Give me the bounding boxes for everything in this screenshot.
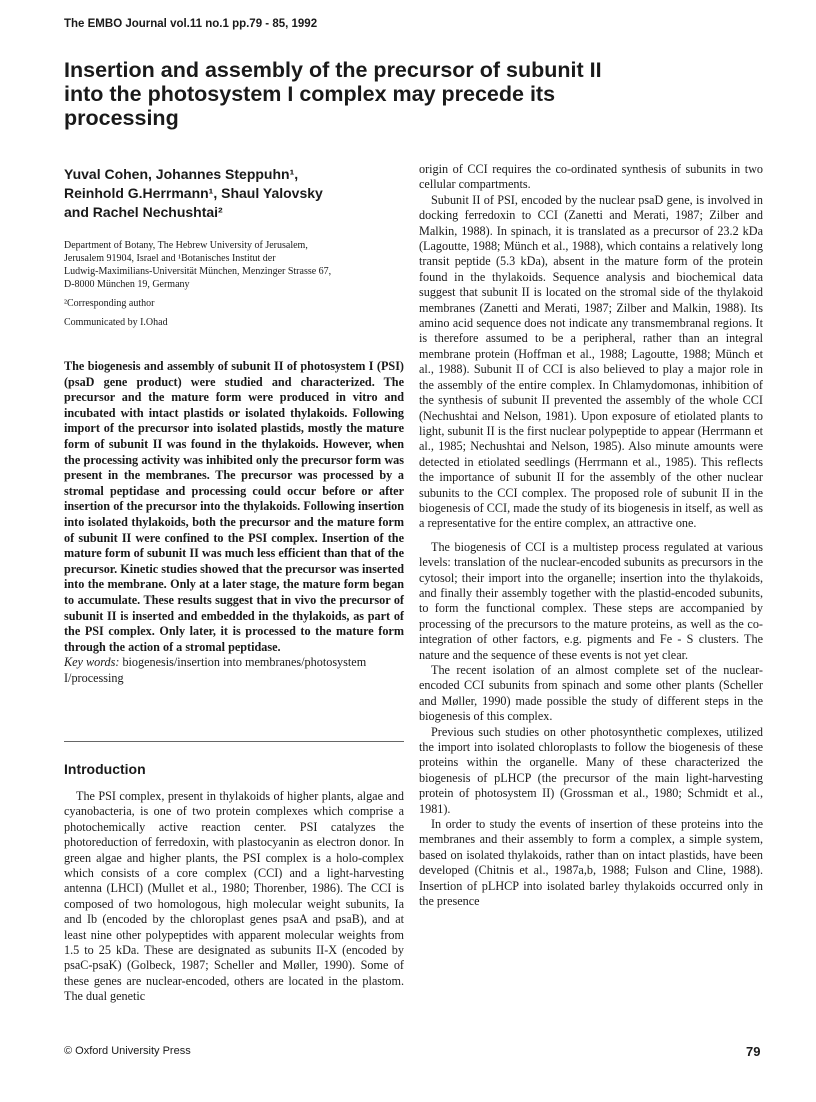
- intro-text: [64, 789, 404, 1005]
- keywords-label: Key words:: [64, 655, 120, 670]
- keywords-text: biogenesis/insertion into membranes/photosystem I/processing: [64, 655, 367, 685]
- author-line: Yuval Cohen, Johannes Steppuhn¹,: [64, 166, 299, 182]
- author-line: Reinhold G.Herrmann¹, Shaul Yalovsky: [64, 185, 323, 201]
- affiliation-line: Ludwig-Maximilians-Universität München, Menzinger Strasse 67,: [64, 266, 332, 277]
- keywords: [64, 655, 404, 686]
- title-line: into the photosystem I complex may precede its: [64, 82, 556, 106]
- right-column: [419, 162, 763, 910]
- page-number: 79: [746, 1044, 761, 1059]
- title-line: processing: [64, 106, 179, 130]
- affiliation-line: D-8000 München 19, Germany: [64, 279, 190, 290]
- communicated-by: Communicated by I.Ohad: [64, 317, 168, 328]
- journal-header: The EMBO Journal vol.11 no.1 pp.79 - 85, 1992: [64, 18, 318, 30]
- title-line: Insertion and assembly of the precursor of subunit II: [64, 58, 602, 82]
- affiliation-line: Jerusalem 91904, Israel and ¹Botanisches Institut der: [64, 253, 276, 264]
- intro-heading: Introduction: [64, 761, 146, 777]
- abstract: The biogenesis and assembly of subunit II of photosystem I (PSI) (psaD gene product) were studied and characterized. The precursor and the mature form were produced in vitro and incubated with intact plastids or isolated thylakoids. Following import of the precursor into isolated plastids, mostly the mature form of subunit II was found in the thylakoids. However, when the processing activity was inhibited only the precursor form was present in the membranes. The precursor was processed by a stromal peptidase and processing could occur before or after insertion of the precursor into the thylakoids. Following insertion into isolated thylakoids, both the precursor and the mature form of subunit II were confined to the PSI complex. Insertion of the mature form of subunit II was much less efficient than that of the precursor. Kinetic studies showed that the precursor was inserted into the membrane. Only at a later stage, the mature form began to accumulate. These results suggest that in vivo the precursor of subunit II is inserted and embedded in the thylakoids, as part of the PSI complex. Only later, it is processed to the mature form through the action of a stromal peptidase.: [64, 359, 404, 654]
- authors: [64, 165, 404, 222]
- intro-paragraph: The PSI complex, present in thylakoids of higher plants, algae and cyanobacteria, is one of two protein complexes which comprise a photochemically active reaction center. PSI catalyzes the photoreduction of ferredoxin, with plastocyanin as electron donor. In green algae and higher plants, the PSI complex is a holo-complex which consists of a core complex (CCI) and a light-harvesting antenna (LHCI) (Mullet et al., 1980; Thorenber, 1986). The CCI is composed of two homologous, high molecular weight subunits, Ia and Ib (encoded by the chloroplast genes psaA and psaB), and at least nine other polypeptides with apparent molecular weights from 1.5 to 25 kDa. These are designated as subunits II-X (encoded by psaC-psaK) (Golbeck, 1987; Scheller and Møller, 1990). Some of these genes are nuclear-encoded, others are located in the plastom. The dual genetic: [64, 789, 404, 1004]
- paragraph: The biogenesis of CCI is a multistep process regulated at various levels: translation of the nuclear-encoded subunits as precursors in the cytosol; their import into the organelle; insertion into the thylakoids, and finally their assembly together with the plastid-encoded subunits, to form the functional complex. These steps are accompanied by processing of the precursors to the mature proteins, as well as the co-integration of other factors, e.g. pigments and Fe - S clusters. The nature and the sequence of these events is not yet clear.: [419, 539, 763, 662]
- corresponding-author: ²Corresponding author: [64, 298, 155, 309]
- affiliation-line: Department of Botany, The Hebrew University of Jerusalem,: [64, 240, 308, 251]
- author-line: and Rachel Nechushtai²: [64, 204, 223, 220]
- section-divider: [64, 741, 404, 742]
- paragraph: In order to study the events of insertion of these proteins into the membranes and their assembly to form a complex, a simple system, based on isolated thylakoids, rather than on intact plastids, have been developed (Chitnis et al., 1987a,b, 1988; Fulson and Cline, 1988). Insertion of pLHCP into isolated barley thylakoids occurred only in the presence: [419, 817, 763, 909]
- paragraph: Subunit II of PSI, encoded by the nuclear psaD gene, is involved in docking ferredoxin to CCI (Zanetti and Merati, 1987; Zilber and Malkin, 1988). In spinach, it is translated as a precursor of 23.2 kDa (Lagoutte, 1988; Münch et al., 1988), which contains a relatively long transit peptide (5.3 kDa), absent in the mature form of the protein found in the thylakoids. Sequence analysis and biochemical data suggest that subunit II is located on the stromal side of the thylakoid membranes (Zanetti and Merati, 1987; Zilber and Malkin, 1988). Its amino acid sequence does not indicate any transmembranal regions. It is therefore assumed to be a peripheral, rather than an integral membrane protein (Hoffman et al., 1988; Lagoutte, 1988; Münch et al., 1988). Subunit II of CCI is also believed to play a major role in the assembly of the entire complex. In Chlamydomonas, inhibition of the synthesis of subunit II prevented the assembly of the whole CCI (Nechushtai and Nelson, 1981). Upon exposure of etiolated plants to light, subunit II is the first nuclear polypeptide to appear (Herrmann et al., 1985; Nechushtai and Nelson, 1985). Also minute amounts were detected in etiolated seedlings (Herrmann et al., 1985). This reflects the importance of subunit II for the assembly of the other nuclear subunits to the CCI complex. The proposed role of subunit II in the biogenesis of CCI, made the study of its biogenesis in itself, as well as a representative for the entire complex, an attractive one.: [419, 192, 763, 531]
- article-title: [64, 58, 764, 130]
- paragraph: origin of CCI requires the co-ordinated synthesis of subunits in two cellular compartments.: [419, 162, 763, 192]
- left-column: [64, 163, 404, 686]
- paragraph: The recent isolation of an almost complete set of the nuclear-encoded CCI subunits from spinach and some other plants (Scheller and Møller, 1990) made possible the study of different steps in the biogenesis of this complex.: [419, 663, 763, 724]
- paragraph: Previous such studies on other photosynthetic complexes, utilized the import into isolated chloroplasts to follow the biogenesis of these proteins within the organelle. Many of these characterized the biogenesis of pLHCP (the precursor of the main light-harvesting protein of photosystem II) (Grossman et al., 1980; Schmidt et al., 1981).: [419, 724, 763, 816]
- affiliation: [64, 239, 404, 291]
- publisher-footer: © Oxford University Press: [64, 1045, 191, 1057]
